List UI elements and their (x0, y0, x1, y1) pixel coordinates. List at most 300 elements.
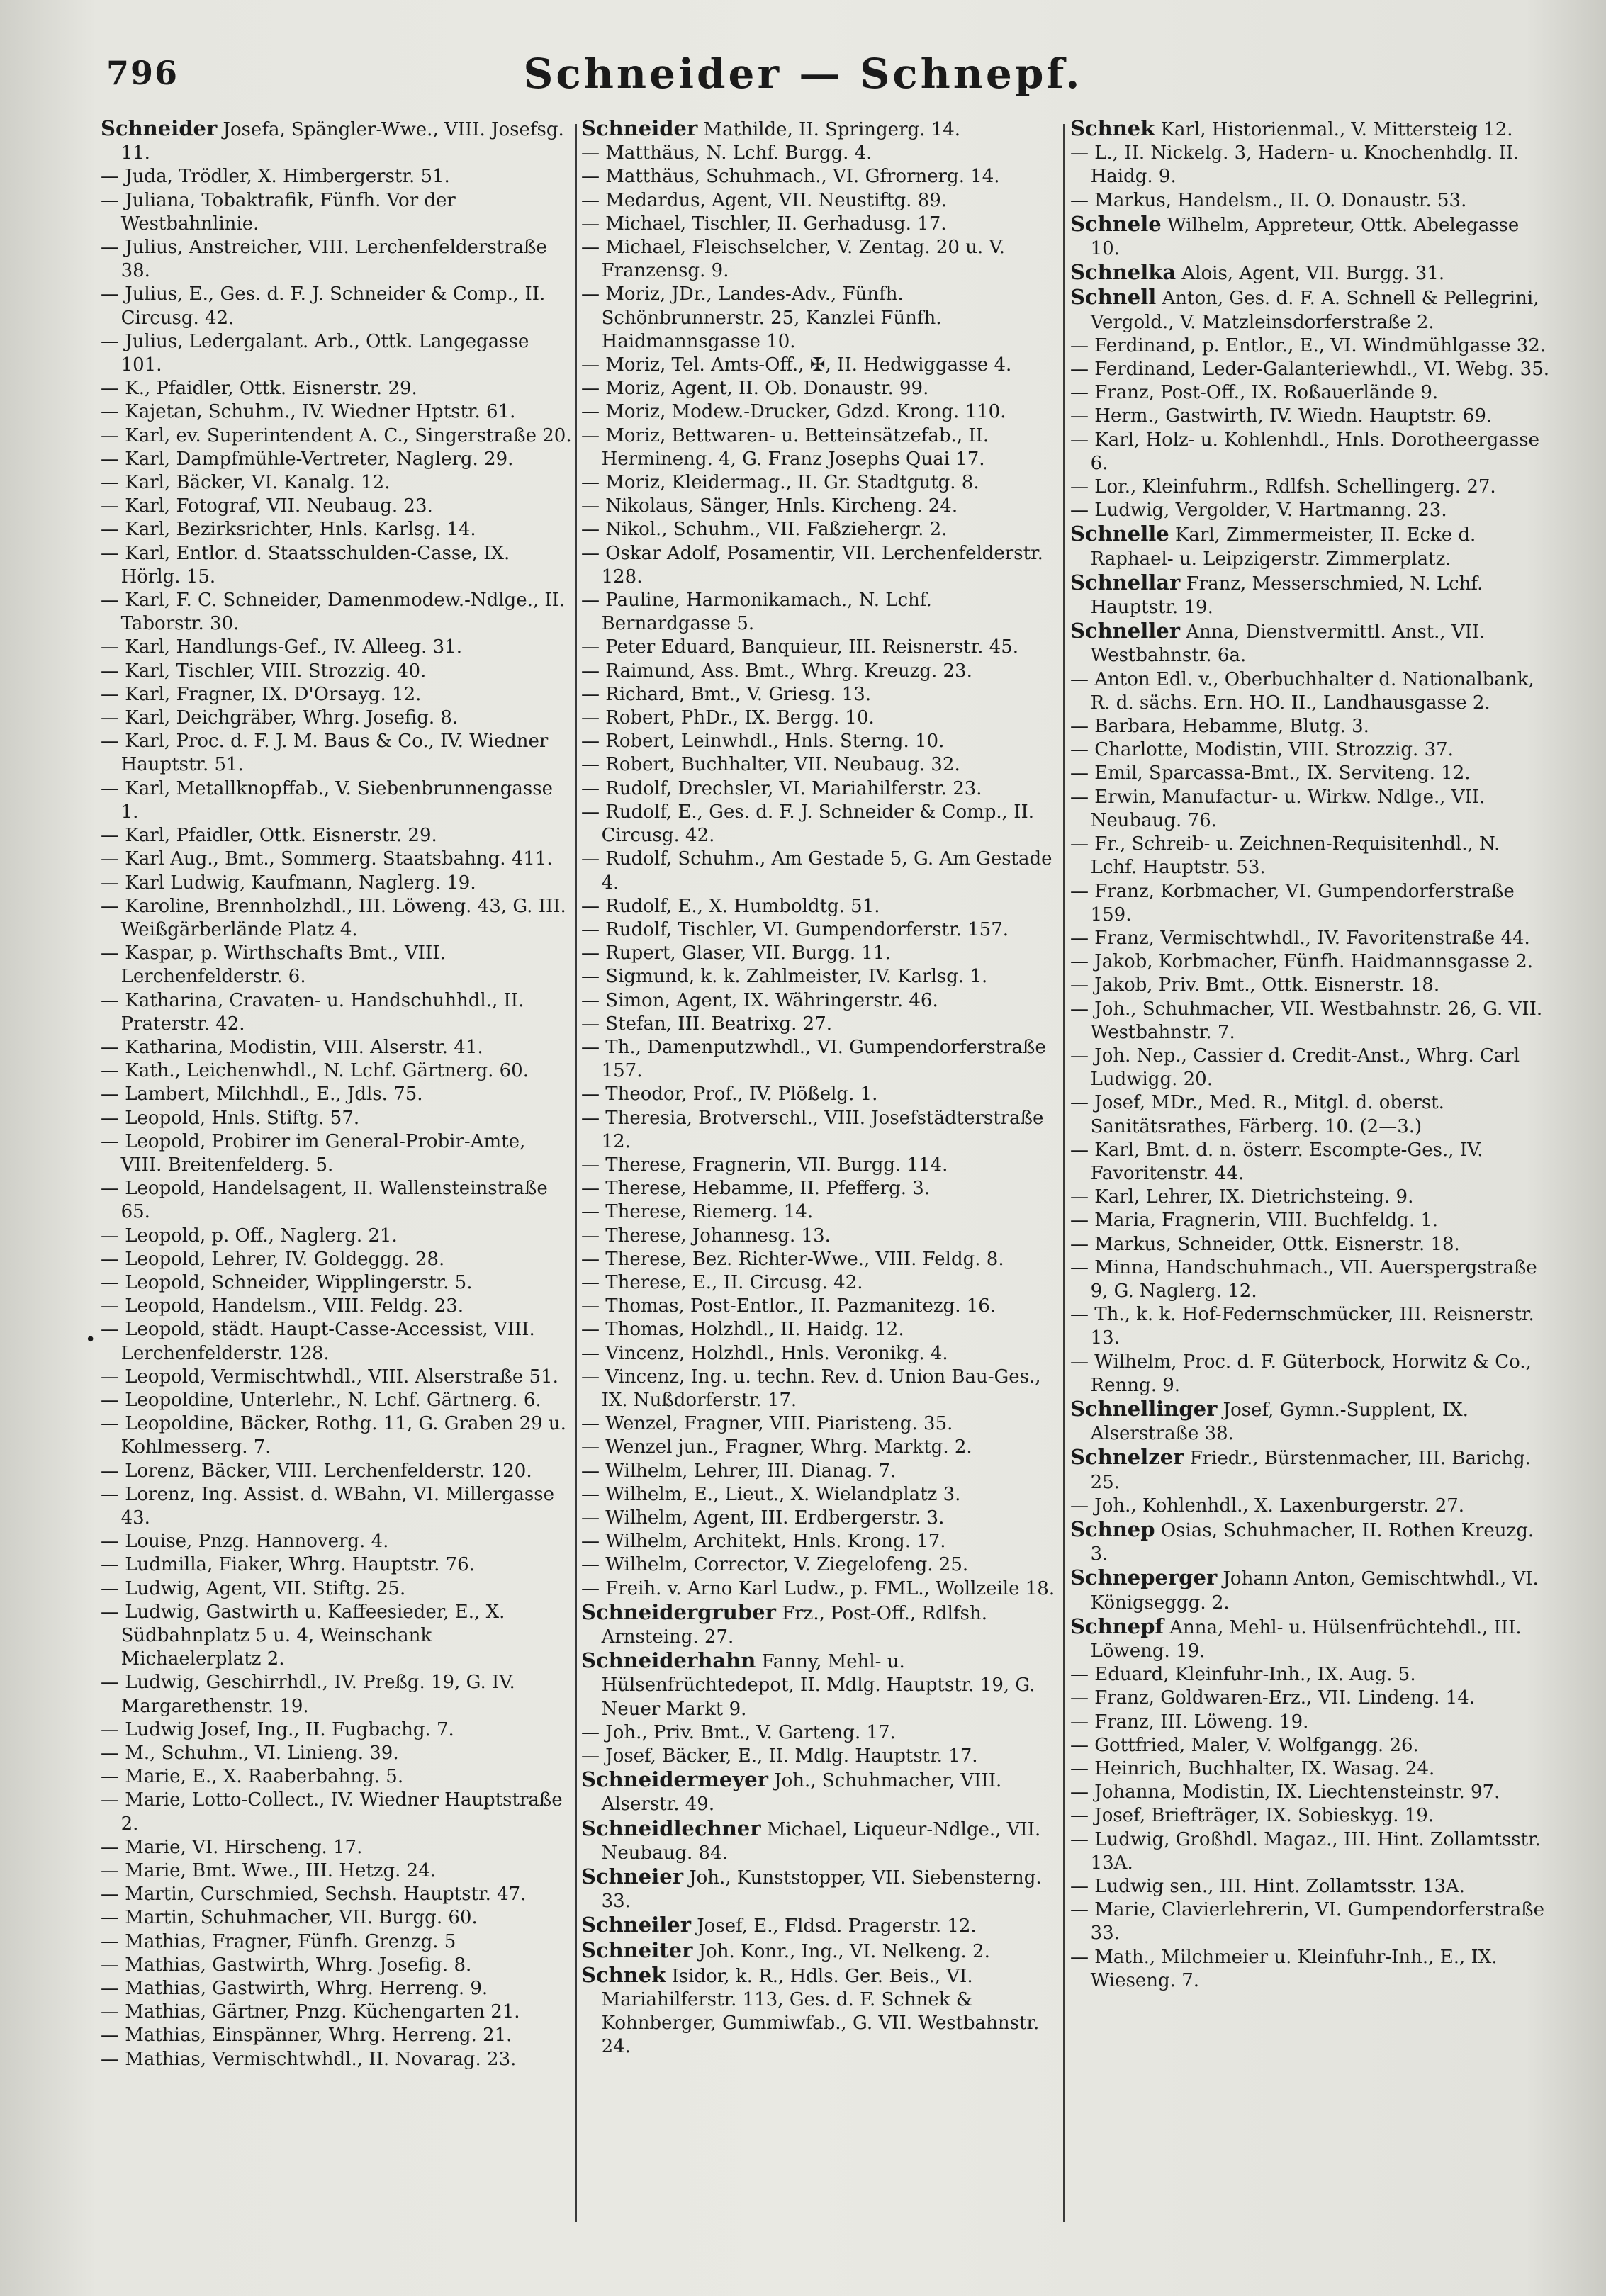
directory-entry (1070, 1518, 1552, 1566)
entry-text: Wilhelm, Appreteur, Ottk. Abelegasse 10. (1090, 214, 1520, 260)
entry-text: — Karl Ludwig, Kaufmann, Naglerg. 19. (101, 872, 476, 894)
directory-entry (581, 707, 1063, 730)
entry-text: — Theresia, Brotverschl., VIII. Josefstädterstraße 12. (581, 1107, 1044, 1152)
entry-text: — Anton Edl. v., Oberbuchhalter d. Nationalbank, R. d. sächs. Ern. HO. II., Landhausgasse 2. (1070, 668, 1534, 714)
directory-entry (581, 1745, 1063, 1768)
directory-entry (101, 1130, 572, 1177)
page-number: 796 (106, 54, 179, 92)
entry-text: — Minna, Handschuhmach., VII. Auerspergstraße 9, G. Naglerg. 12. (1070, 1256, 1537, 1302)
entry-surname: Schneiderhahn (581, 1648, 756, 1673)
directory-entry (581, 1649, 1063, 1721)
directory-entry (1070, 1757, 1552, 1781)
directory-entry (101, 1271, 572, 1295)
entry-text: — Michael, Fleischselcher, V. Zentag. 20 u. V. Franzensg. 9. (581, 237, 1005, 282)
entry-text: — Moriz, Bettwaren- u. Betteinsätzefab., II. Hermineng. 4, G. Franz Josephs Quai 17. (581, 424, 989, 470)
entry-text: — Katharina, Modistin, VIII. Alserstr. 41. (101, 1036, 483, 1058)
entry-text: — Marie, E., X. Raaberbahng. 5. (101, 1766, 404, 1788)
entry-surname: Schneidlechner (581, 1816, 761, 1840)
entry-text: — Therese, Riemerg. 14. (581, 1201, 814, 1223)
directory-entry (101, 895, 572, 942)
entry-text: — Therese, Hebamme, II. Pfefferg. 3. (581, 1178, 931, 1200)
entry-text: Friedr., Bürstenmacher, III. Barichg. 25. (1090, 1448, 1531, 1493)
column-1 (101, 117, 572, 2236)
entry-text: — Karl, F. C. Schneider, Damenmodew.-Ndlge., II. Taborstr. 30. (101, 590, 566, 635)
directory-entry (101, 448, 572, 471)
entry-text: Karl, Historienmal., V. Mittersteig 12. (1160, 119, 1513, 140)
entry-surname: Schnelka (1070, 260, 1177, 285)
directory-entry (101, 730, 572, 777)
entry-text: — Heinrich, Buchhalter, IX. Wasag. 24. (1070, 1758, 1435, 1780)
entry-text: — Johanna, Modistin, IX. Liechtensteinstr. 97. (1070, 1782, 1500, 1803)
entry-text: — Jakob, Korbmacher, Fünfh. Haidmannsgasse 2. (1070, 951, 1534, 973)
directory-entry (101, 236, 572, 283)
directory-entry (101, 189, 572, 236)
directory-entry (1070, 1734, 1552, 1757)
directory-entry (101, 1059, 572, 1083)
directory-entry (1070, 499, 1552, 522)
entry-surname: Schnek (1070, 117, 1155, 140)
directory-entry (1070, 1233, 1552, 1256)
entry-text: Mathilde, II. Springerg. 14. (703, 119, 961, 140)
entry-text: — L., II. Nickelg. 3, Hadern- u. Knochenhdlg. II. Haidg. 9. (1070, 142, 1520, 188)
entry-text: — Charlotte, Modistin, VIII. Strozzig. 37. (1070, 739, 1454, 761)
entry-text: — Richard, Bmt., V. Griesg. 13. (581, 683, 872, 705)
entry-text: — Therese, Bez. Richter-Wwe., VIII. Feldg. 8. (581, 1248, 1004, 1270)
entry-text: — Karl, Tischler, VIII. Strozzig. 40. (101, 660, 427, 682)
directory-entry (581, 354, 1063, 377)
directory-entry (1070, 213, 1552, 261)
entry-text: — Leopold, Hnls. Stiftg. 57. (101, 1107, 360, 1129)
directory-entry (101, 660, 572, 683)
entry-text: — Moriz, Modew.-Drucker, Gdzd. Krong. 110. (581, 401, 1006, 423)
entry-text: — Julius, Ledergalant. Arb., Ottk. Langegasse 101. (101, 330, 529, 376)
directory-entry (1070, 1495, 1552, 1518)
entry-text: — Leopoldine, Unterlehr., N. Lchf. Gärtnerg. 6. (101, 1389, 541, 1411)
directory-entry (101, 1483, 572, 1530)
entry-text: — Joh., Schuhmacher, VII. Westbahnstr. 26, G. VII. Westbahnstr. 7. (1070, 998, 1543, 1043)
entry-surname: Schnepf (1070, 1614, 1164, 1638)
directory-entry (581, 1271, 1063, 1295)
directory-entry (581, 518, 1063, 541)
entry-text: — Moriz, JDr., Landes-Adv., Fünfh. Schönbrunnerstr. 25, Kanzlei Fünfh. Haidmannsgasse 10. (581, 283, 942, 352)
directory-entry (101, 1977, 572, 2000)
directory-entry (1070, 1687, 1552, 1710)
directory-entry (101, 1225, 572, 1248)
directory-entry (1070, 1045, 1552, 1091)
directory-entry (1070, 1256, 1552, 1303)
directory-entry (1070, 189, 1552, 213)
entry-text: — Leopold, Schneider, Wipplingerstr. 5. (101, 1271, 473, 1293)
entry-text: — Herm., Gastwirth, IV. Wiedn. Hauptstr. 69. (1070, 405, 1493, 427)
column-3 (1070, 117, 1552, 2236)
directory-entry (101, 1530, 572, 1553)
directory-entry (581, 1601, 1063, 1649)
directory-entry (1070, 1875, 1552, 1898)
entry-text: — Robert, PhDr., IX. Bergg. 10. (581, 707, 875, 729)
entry-text: — Franz, Korbmacher, VI. Gumpendorferstraße 159. (1070, 880, 1515, 925)
entry-text: — Ludwig, Agent, VII. Stiftg. 25. (101, 1577, 406, 1599)
entry-text: — Thomas, Holzhdl., II. Haidg. 12. (581, 1319, 904, 1341)
entry-text: — Emil, Sparcassa-Bmt., IX. Serviteng. 12. (1070, 762, 1471, 784)
directory-entry (101, 1718, 572, 1742)
directory-entry (101, 1248, 572, 1271)
directory-entry (581, 942, 1063, 965)
entry-text: — Th., Damenputzwhdl., VI. Gumpendorferstraße 157. (581, 1036, 1046, 1082)
entry-text: — Erwin, Manufactur- u. Wirkw. Ndlge., VII. Neubaug. 76. (1070, 786, 1486, 831)
entry-text: Michael, Liqueur-Ndlge., VII. Neubaug. 84. (601, 1818, 1041, 1864)
entry-surname: Schnep (1070, 1516, 1155, 1541)
directory-entry (1070, 405, 1552, 428)
directory-entry (1070, 974, 1552, 997)
directory-entry (1070, 358, 1552, 381)
directory-entry (1070, 1804, 1552, 1828)
entry-text: — Mathias, Einspänner, Whrg. Herreng. 21. (101, 2025, 512, 2047)
directory-entry (581, 730, 1063, 753)
directory-entry (101, 1412, 572, 1459)
entry-text: — Karoline, Brennholzhdl., III. Löweng. 43, G. III. Weißgärberlände Platz 4. (101, 895, 566, 940)
entry-text: — Robert, Buchhalter, VII. Neubaug. 32. (581, 754, 960, 776)
directory-entry (1070, 1781, 1552, 1804)
directory-entry (581, 753, 1063, 777)
entry-text: — Julius, Anstreicher, VIII. Lerchenfelderstraße 38. (101, 237, 547, 282)
directory-entry (101, 1742, 572, 1765)
entry-text: — Lambert, Milchhdl., E., Jdls. 75. (101, 1084, 423, 1105)
directory-entry (1070, 1186, 1552, 1209)
entry-text: — Karl, Entlor. d. Staatsschulden-Casse, IX. Hörlg. 15. (101, 542, 510, 587)
entry-text: — Vincenz, Holzhdl., Hnls. Veronikg. 4. (581, 1342, 948, 1364)
entry-text: — Leopoldine, Bäcker, Rothg. 11, G. Graben 29 u. Kohlmesserg. 7. (101, 1413, 566, 1458)
entry-text: — Juliana, Tobaktrafik, Fünfh. Vor der Westbahnlinie. (101, 189, 456, 235)
directory-entry (101, 1460, 572, 1483)
entry-text: — Louise, Pnzg. Hannoverg. 4. (101, 1531, 389, 1553)
entry-text: — Juda, Trödler, X. Himbergerstr. 51. (101, 166, 450, 188)
directory-entry (101, 2000, 572, 2024)
entry-surname: Schneider (581, 117, 698, 140)
entry-text: — Rupert, Glaser, VII. Burgg. 11. (581, 942, 891, 964)
entry-text: — Marie, Bmt. Wwe., III. Hetzg. 24. (101, 1860, 437, 1882)
directory-entry (581, 660, 1063, 683)
entry-surname: Schnellinger (1070, 1396, 1218, 1421)
entry-text: — Julius, E., Ges. d. F. J. Schneider & Comp., II. Circusg. 42. (101, 283, 546, 329)
directory-entry (581, 1436, 1063, 1459)
entry-text: — Moriz, Kleidermag., II. Gr. Stadtgutg. 8. (581, 472, 979, 494)
entry-text: — Ludmilla, Fiaker, Whrg. Hauptstr. 76. (101, 1554, 475, 1576)
entry-text: — Simon, Agent, IX. Währingerstr. 46. (581, 989, 938, 1011)
entry-text: — Karl, Fragner, IX. D'Orsayg. 12. (101, 683, 422, 705)
entry-text: — M., Schuhm., VI. Linieng. 39. (101, 1743, 399, 1765)
directory-entry (101, 1553, 572, 1577)
entry-text: — Ludwig Josef, Ing., II. Fugbachg. 7. (101, 1718, 454, 1740)
entry-text: — Kath., Leichenwhdl., N. Lchf. Gärtnerg. 60. (101, 1060, 529, 1082)
entry-text: — Mathias, Gärtner, Pnzg. Küchengarten 21. (101, 2001, 520, 2023)
entry-text: — Wilhelm, Proc. d. F. Güterbock, Horwitz & Co., Renng. 9. (1070, 1351, 1532, 1396)
directory-entry (581, 1013, 1063, 1036)
entry-text: — Ludwig, Geschirrhdl., IV. Preßg. 19, G. IV. Margarethenstr. 19. (101, 1672, 515, 1717)
directory-entry (1070, 1663, 1552, 1687)
entry-text: Joh., Kunststopper, VII. Siebensterng. 33. (601, 1867, 1042, 1913)
directory-entry (581, 400, 1063, 424)
entry-text: — Leopold, Vermischtwhdl., VIII. Alserstraße 51. (101, 1366, 558, 1388)
entry-text: — Karl, Dampfmühle-Vertreter, Naglerg. 29. (101, 448, 514, 470)
directory-entry (581, 989, 1063, 1013)
directory-entry (101, 1671, 572, 1718)
directory-entry (101, 1577, 572, 1601)
directory-entry (101, 636, 572, 659)
entry-text: — Karl, ev. Superintendent A. C., Singerstraße 20. (101, 424, 572, 446)
entry-text: — Wilhelm, E., Lieut., X. Wielandplatz 3. (581, 1483, 961, 1505)
directory-entry (1070, 475, 1552, 499)
column-divider (575, 124, 577, 2222)
directory-entry (101, 1883, 572, 1906)
directory-entry (581, 1295, 1063, 1318)
entry-text: Franz, Messerschmied, N. Lchf. Hauptstr. 19. (1090, 573, 1483, 619)
entry-text: — Ludwig, Gastwirth u. Kaffeesieder, E., X. Südbahnplatz 5 u. 4, Weinschank Michaelerplatz 2. (101, 1601, 505, 1670)
entry-text: — Moriz, Agent, II. Ob. Donaustr. 99. (581, 378, 929, 400)
directory-entry (581, 1248, 1063, 1271)
directory-entry (581, 1507, 1063, 1530)
directory-entry (581, 1721, 1063, 1745)
entry-surname: Schneider (101, 117, 218, 140)
directory-entry (581, 1553, 1063, 1577)
directory-entry (101, 542, 572, 589)
entry-text: — Kaspar, p. Wirthschafts Bmt., VIII. Lerchenfelderstr. 6. (101, 942, 446, 988)
directory-entry (101, 777, 572, 824)
directory-entry (1070, 261, 1552, 286)
entry-text: Josefa, Spängler-Wwe., VIII. Josefsg. 11. (120, 119, 564, 164)
directory-entry (101, 1295, 572, 1318)
directory-entry (1070, 429, 1552, 475)
directory-entry (581, 1483, 1063, 1507)
entry-text: Frz., Post-Off., Rdlfsh. Arnsteing. 27. (601, 1602, 987, 1648)
entry-text: — Fr., Schreib- u. Zeichnen-Requisitenhdl., N. Lchf. Hauptstr. 53. (1070, 833, 1500, 879)
entry-text: — Lorenz, Bäcker, VIII. Lerchenfelderstr. 120. (101, 1460, 532, 1482)
directory-entry (581, 1225, 1063, 1248)
directory-entry (1070, 334, 1552, 358)
entry-text: Anton, Ges. d. F. A. Schnell & Pellegrini, Vergold., V. Matzleinsdorferstraße 2. (1090, 288, 1539, 333)
entry-text: — Mathias, Vermischtwhdl., II. Novarag. 23. (101, 2048, 517, 2070)
directory-entry (581, 918, 1063, 942)
directory-entry (581, 377, 1063, 400)
directory-entry (1070, 1828, 1552, 1875)
directory-entry (1070, 619, 1552, 668)
directory-entry (581, 1964, 1063, 2059)
entry-text: — Ludwig, Vergolder, V. Hartmanng. 23. (1070, 500, 1447, 522)
directory-entry (581, 236, 1063, 283)
directory-entry (581, 542, 1063, 589)
directory-entry (101, 1036, 572, 1059)
running-title: Schneider — Schnepf. (523, 50, 1083, 98)
directory-entry (101, 1318, 572, 1365)
entry-text: — Math., Milchmeier u. Kleinfuhr-Inh., E., IX. Wieseng. 7. (1070, 1946, 1498, 1991)
entry-text: — Thomas, Post-Entlor., II. Pazmanitezg. 16. (581, 1295, 996, 1317)
entry-text: — Moriz, Tel. Amts-Off., ✠, II. Hedwiggasse 4. (581, 354, 1012, 376)
directory-entry (581, 683, 1063, 707)
entry-text: — Markus, Handelsm., II. O. Donaustr. 53. (1070, 189, 1467, 211)
entry-text: — Mathias, Fragner, Fünfh. Grenzg. 5 (101, 1930, 456, 1952)
entry-text: — Franz, III. Löweng. 19. (1070, 1711, 1309, 1733)
entry-surname: Schnek (581, 1962, 666, 1987)
entry-text: — Wilhelm, Lehrer, III. Dianag. 7. (581, 1460, 897, 1482)
column-2 (581, 117, 1063, 2236)
entry-surname: Schneidermeyer (581, 1767, 768, 1792)
entry-text: — Ferdinand, p. Entlor., E., VI. Windmühlgasse 32. (1070, 334, 1546, 356)
entry-text: Anna, Mehl- u. Hülsenfrüchtehdl., III. Löweng. 19. (1090, 1616, 1522, 1662)
directory-entry (101, 2024, 572, 2047)
entry-text: — Therese, Johannesg. 13. (581, 1225, 831, 1247)
directory-entry (581, 471, 1063, 495)
directory-entry (581, 1865, 1063, 1913)
directory-entry (101, 872, 572, 895)
directory-entry (101, 589, 572, 636)
entry-text: — Wenzel jun., Fragner, Whrg. Marktg. 2. (581, 1436, 972, 1458)
entry-text: — Vincenz, Ing. u. techn. Rev. d. Union Bau-Ges., IX. Nußdorferstr. 17. (581, 1366, 1041, 1411)
entry-text: Josef, E., Fldsd. Pragerstr. 12. (697, 1915, 977, 1937)
entry-text: — Gottfried, Maler, V. Wolfgangg. 26. (1070, 1734, 1419, 1756)
entry-text: — Marie, VI. Hirscheng. 17. (101, 1836, 363, 1858)
directory-entry (581, 636, 1063, 659)
entry-text: — Karl, Holz- u. Kohlenhdl., Hnls. Dorotheergasse 6. (1070, 429, 1539, 474)
entry-text: — Marie, Clavierlehrerin, VI. Gumpendorferstraße 33. (1070, 1899, 1545, 1945)
directory-entry (581, 965, 1063, 989)
entry-text: — Joh., Priv. Bmt., V. Garteng. 17. (581, 1721, 896, 1743)
entry-text: — Mathias, Gastwirth, Whrg. Josefig. 8. (101, 1954, 472, 1976)
entry-text: Anna, Dienstvermittl. Anst., VII. Westbahnstr. 6a. (1090, 621, 1486, 667)
entry-text: — Kajetan, Schuhm., IV. Wiedner Hptstr. 61. (101, 401, 516, 423)
directory-entry (101, 283, 572, 330)
directory-entry (581, 777, 1063, 801)
entry-text: — Stefan, III. Beatrixg. 27. (581, 1013, 833, 1035)
entry-text: — Jakob, Priv. Bmt., Ottk. Eisnerstr. 18. (1070, 974, 1440, 996)
margin-mark: • (85, 1329, 96, 1351)
directory-entry (581, 495, 1063, 518)
entry-text: — Lor., Kleinfuhrm., Rdlfsh. Schellingerg. 27. (1070, 476, 1496, 498)
entry-surname: Schnell (1070, 285, 1157, 310)
directory-entry (1070, 1946, 1552, 1993)
directory-entry (581, 165, 1063, 188)
entry-text: — Karl Aug., Bmt., Sommerg. Staatsbahng. 411. (101, 848, 553, 870)
entry-text: — Wilhelm, Agent, III. Erdbergerstr. 3. (581, 1507, 945, 1529)
directory-entry (1070, 571, 1552, 619)
entry-text: — Josef, Briefträger, IX. Sobieskyg. 19. (1070, 1805, 1434, 1827)
entry-text: — Wenzel, Fragner, VIII. Piaristeng. 35. (581, 1413, 953, 1435)
directory-entry (581, 1107, 1063, 1154)
entry-text: — Eduard, Kleinfuhr-Inh., IX. Aug. 5. (1070, 1664, 1416, 1686)
entry-text: — Josef, Bäcker, E., II. Mdlg. Hauptstr. 17. (581, 1745, 978, 1767)
directory-entry (1070, 762, 1552, 785)
directory-entry (581, 1366, 1063, 1412)
directory-entry (101, 1765, 572, 1789)
directory-entry (1070, 880, 1552, 927)
directory-entry (101, 848, 572, 871)
directory-entry (1070, 142, 1552, 188)
entry-text: — Michael, Tischler, II. Gerhadusg. 17. (581, 213, 947, 235)
directory-entry (101, 1107, 572, 1130)
entry-text: — Wilhelm, Architekt, Hnls. Krong. 17. (581, 1531, 946, 1553)
directory-entry (581, 1939, 1063, 1964)
directory-entry (1070, 1209, 1552, 1232)
entry-text: — Karl, Fotograf, VII. Neubaug. 23. (101, 495, 433, 517)
entry-text: — Franz, Goldwaren-Erz., VII. Lindeng. 14. (1070, 1687, 1476, 1709)
entry-text: Josef, Gymn.-Supplent, IX. Alserstraße 38. (1090, 1399, 1469, 1445)
directory-entry (1070, 1898, 1552, 1945)
entry-surname: Schneier (581, 1864, 683, 1889)
directory-entry (581, 895, 1063, 918)
directory-entry (101, 1954, 572, 1977)
entry-surname: Schnellar (1070, 570, 1181, 595)
entry-text: — Leopold, Handelsagent, II. Wallensteinstraße 65. (101, 1178, 548, 1223)
entry-text: — Th., k. k. Hof-Federnschmücker, III. Reisnerstr. 13. (1070, 1304, 1534, 1349)
entry-text: — Franz, Post-Off., IX. Roßauerlände 9. (1070, 382, 1439, 404)
entry-text: — Matthäus, N. Lchf. Burgg. 4. (581, 142, 872, 164)
directory-entry (101, 942, 572, 989)
entry-text: — Karl, Handlungs-Gef., IV. Alleeg. 31. (101, 636, 462, 658)
directory-entry (1070, 786, 1552, 833)
directory-entry (581, 1083, 1063, 1106)
directory-entry (1070, 1397, 1552, 1446)
entry-text: — Markus, Schneider, Ottk. Eisnerstr. 18. (1070, 1233, 1460, 1255)
entry-text: — Leopold, Handelsm., VIII. Feldg. 23. (101, 1295, 464, 1317)
directory-entry (101, 989, 572, 1036)
entry-surname: Schneperger (1070, 1565, 1218, 1590)
directory-entry (581, 1817, 1063, 1865)
entry-text: — Karl, Deichgräber, Whrg. Josefig. 8. (101, 707, 459, 729)
directory-entry (581, 848, 1063, 894)
entry-text: — Rudolf, Tischler, VI. Gumpendorferstr. 157. (581, 918, 1009, 940)
directory-entry (101, 518, 572, 541)
directory-entry (581, 801, 1063, 848)
directory-entry (101, 424, 572, 448)
entry-text: Isidor, k. R., Hdls. Ger. Beis., VI. Mariahilferstr. 113, Ges. d. F. Schnek & Kohnberger, Gummiwfab., G. VII. Westbahnstr. 24. (601, 1965, 1040, 2058)
entry-text: — Mathias, Gastwirth, Whrg. Herreng. 9. (101, 1978, 488, 2000)
directory-entry (1070, 381, 1552, 405)
directory-entry (101, 471, 572, 495)
entry-text: — Ludwig, Großhdl. Magaz., III. Hint. Zollamtsstr. 13A. (1070, 1828, 1541, 1874)
entry-text: — Matthäus, Schuhmach., VI. Gfrornerg. 14. (581, 166, 1000, 188)
page-header (0, 50, 1606, 106)
directory-entry (581, 1342, 1063, 1366)
entry-text: Karl, Zimmermeister, II. Ecke d. Raphael- u. Leipzigerstr. Zimmerplatz. (1090, 524, 1476, 570)
entry-text: — Karl, Bmt. d. n. österr. Escompte-Ges., IV. Favoritenstr. 44. (1070, 1139, 1483, 1184)
entry-surname: Schneiter (581, 1937, 693, 1962)
directory-entry (101, 1177, 572, 1224)
directory-entry (101, 1859, 572, 1883)
entry-text: — Rudolf, E., Ges. d. F. J. Schneider & Comp., II. Circusg. 42. (581, 801, 1034, 847)
directory-entry (101, 400, 572, 424)
directory-entry (1070, 833, 1552, 879)
directory-entry (1070, 522, 1552, 570)
entry-text: — Freih. v. Arno Karl Ludw., p. FML., Wollzeile 18. (581, 1577, 1055, 1599)
directory-entry (581, 1530, 1063, 1553)
directory-entry (101, 1601, 572, 1672)
entry-text: — Medardus, Agent, VII. Neustiftg. 89. (581, 189, 948, 211)
entry-text: — Karl, Lehrer, IX. Dietrichsteing. 9. (1070, 1186, 1414, 1208)
directory-entry (101, 707, 572, 730)
entry-text: — Robert, Leinwhdl., Hnls. Sterng. 10. (581, 731, 945, 753)
directory-entry (101, 1906, 572, 1930)
directory-entry (101, 1930, 572, 1954)
entry-text: Osias, Schuhmacher, II. Rothen Kreuzg. 3. (1090, 1519, 1534, 1565)
directory-entry (581, 1318, 1063, 1341)
directory-entry (1070, 1446, 1552, 1494)
directory-entry (1070, 1091, 1552, 1138)
entry-surname: Schneiler (581, 1913, 691, 1937)
entry-text: — Joh., Kohlenhdl., X. Laxenburgerstr. 27. (1070, 1495, 1465, 1516)
directory-entry (581, 1768, 1063, 1816)
entry-text: Johann Anton, Gemischtwhdl., VI. Königseggg. 2. (1090, 1568, 1539, 1614)
entry-text: — Nikolaus, Sänger, Hnls. Kircheng. 24. (581, 495, 958, 517)
entry-text: — Peter Eduard, Banquieur, III. Reisnerstr. 45. (581, 636, 1019, 658)
directory-entry (1070, 1711, 1552, 1734)
